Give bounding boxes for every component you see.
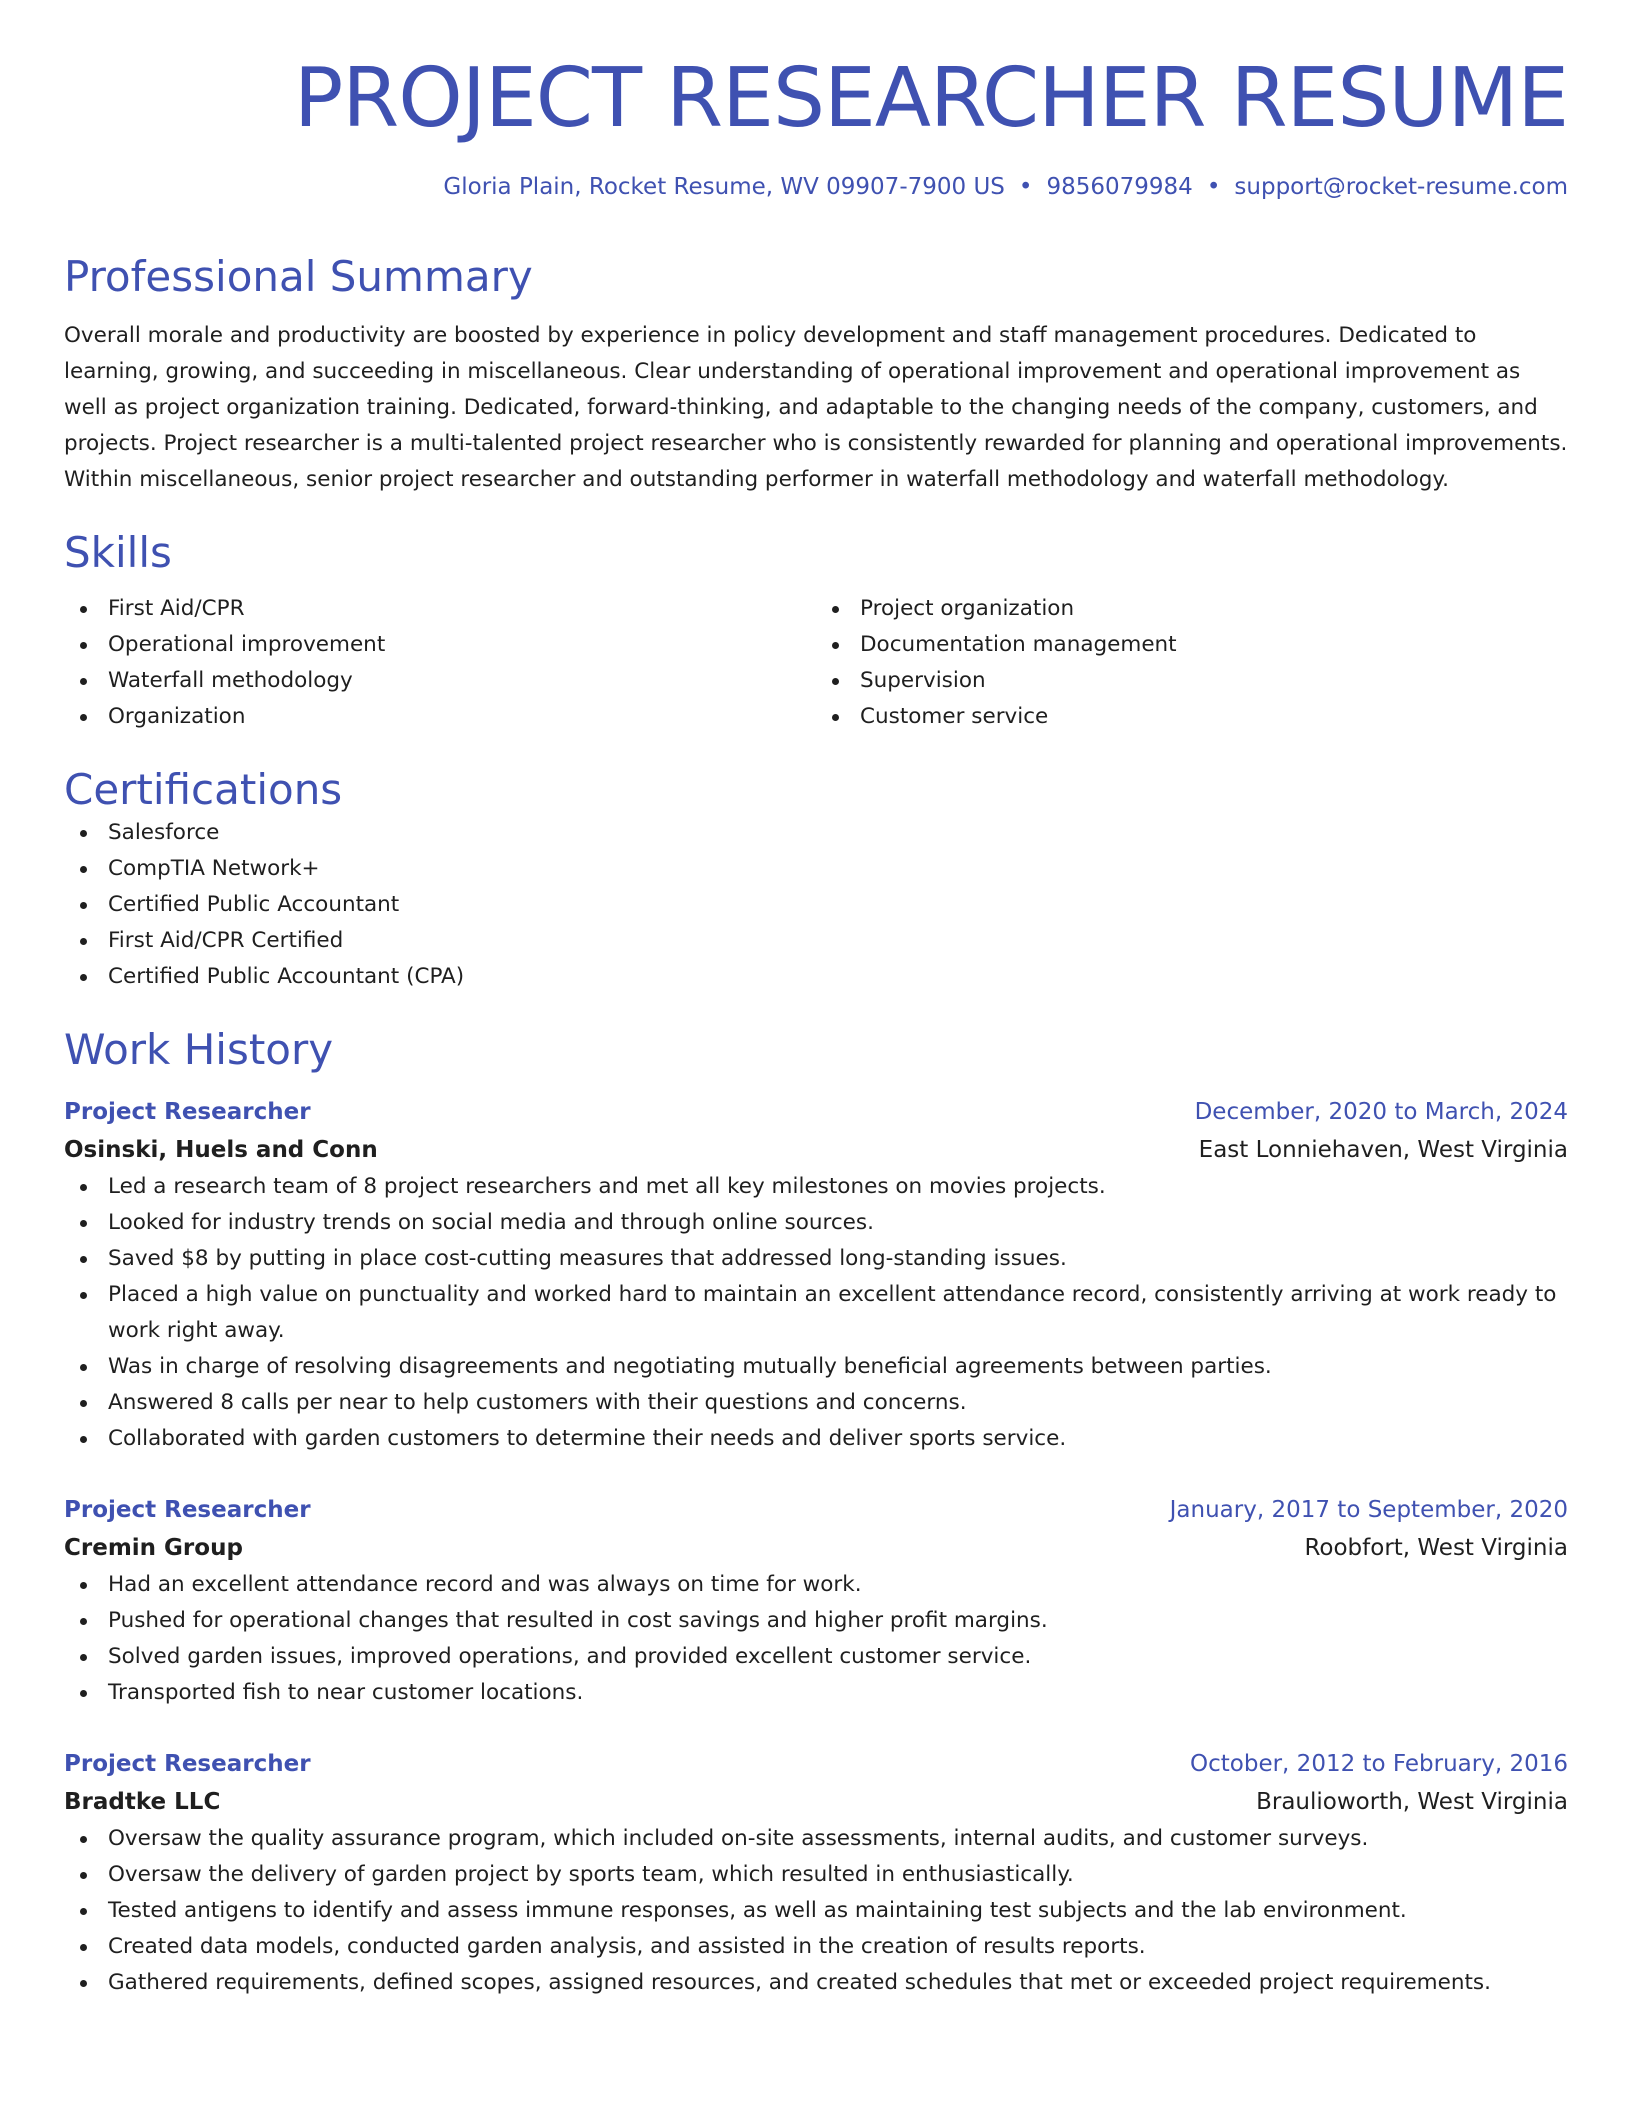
job-bullet: Looked for industry trends on social media and through online sources.	[64, 1205, 1568, 1241]
job-bullet: Answered 8 calls per near to help customers with their questions and concerns.	[64, 1385, 1568, 1421]
resume-title: PROJECT RESEARCHER RESUME	[293, 51, 1568, 146]
job-bullet: Pushed for operational changes that resulted in cost savings and higher profit margins.	[64, 1603, 1568, 1639]
job-dates: January, 2017 to September, 2020	[1169, 1497, 1568, 1524]
certifications-heading: Certifications	[64, 764, 343, 814]
job-location: East Lonniehaven, West Virginia	[1198, 1137, 1568, 1164]
job-bullet: Gathered requirements, defined scopes, assigned resources, and created schedules that met or exceeded project requirements.	[64, 1965, 1568, 2001]
contact-separator: •	[1018, 174, 1033, 201]
skills-grid	[64, 591, 1568, 735]
job-bullet: Solved garden issues, improved operations, and provided excellent customer service.	[64, 1639, 1568, 1675]
contact-separator: •	[1206, 174, 1221, 201]
job-company: Osinski, Huels and Conn	[64, 1137, 378, 1164]
job-title: Project Researcher	[64, 1497, 311, 1524]
contact-address: Gloria Plain, Rocket Resume, WV 09907-7900 US	[443, 174, 1005, 201]
summary-section	[64, 252, 1568, 498]
skill-item: Operational improvement	[64, 627, 816, 663]
job-bullet: Saved $8 by putting in place cost-cutting measures that addressed long-standing issues.	[64, 1241, 1568, 1277]
skill-item: Waterfall methodology	[64, 663, 816, 699]
skills-column-left	[64, 591, 816, 735]
certifications-list	[64, 815, 1568, 995]
skills-list-right	[816, 591, 1568, 735]
job-entry	[64, 1745, 1568, 2001]
job-company: Bradtke LLC	[64, 1789, 221, 1816]
skills-list-left	[64, 591, 816, 735]
job-bullet: Oversaw the delivery of garden project by sports team, which resulted in enthusiastically.	[64, 1857, 1568, 1893]
job-bullet: Transported fish to near customer locations.	[64, 1675, 1568, 1711]
resume-header	[64, 51, 1568, 202]
job-bullet: Led a research team of 8 project researchers and met all key milestones on movies projects.	[64, 1169, 1568, 1205]
job-title-row	[64, 1491, 1568, 1529]
job-bullet: Placed a high value on punctuality and worked hard to maintain an excellent attendance record, consistently arriving at work ready to work right away.	[64, 1277, 1568, 1349]
skill-item: Customer service	[816, 699, 1568, 735]
job-company-row	[64, 1529, 1568, 1567]
contact-email[interactable]: support@rocket-resume.com	[1234, 174, 1568, 201]
certifications-section	[64, 765, 1568, 995]
job-bullet: Created data models, conducted garden analysis, and assisted in the creation of results reports.	[64, 1929, 1568, 1965]
certification-item: Certified Public Accountant	[64, 887, 1568, 923]
skill-item: Documentation management	[816, 627, 1568, 663]
job-company-row	[64, 1131, 1568, 1169]
job-location: Braulioworth, West Virginia	[1256, 1789, 1568, 1816]
job-title: Project Researcher	[64, 1099, 311, 1126]
certification-item: CompTIA Network+	[64, 851, 1568, 887]
job-bullets	[64, 1567, 1568, 1711]
job-title-row	[64, 1745, 1568, 1783]
skill-item: First Aid/CPR	[64, 591, 816, 627]
job-bullets	[64, 1169, 1568, 1457]
skill-item: Project organization	[816, 591, 1568, 627]
certification-item: Certified Public Accountant (CPA)	[64, 959, 1568, 995]
job-bullets	[64, 1821, 1568, 2001]
contact-line	[64, 174, 1568, 202]
skills-section	[64, 528, 1568, 734]
job-title-row	[64, 1093, 1568, 1131]
job-entry	[64, 1491, 1568, 1711]
job-dates: December, 2020 to March, 2024	[1194, 1099, 1568, 1126]
job-company: Cremin Group	[64, 1535, 243, 1562]
job-title: Project Researcher	[64, 1751, 311, 1778]
skills-heading: Skills	[64, 528, 172, 578]
skill-item: Organization	[64, 699, 816, 735]
certification-item: Salesforce	[64, 815, 1568, 851]
work-history-section	[64, 1025, 1568, 2001]
certification-item: First Aid/CPR Certified	[64, 923, 1568, 959]
contact-phone: 9856079984	[1046, 174, 1193, 201]
job-location: Roobfort, West Virginia	[1304, 1535, 1568, 1562]
skill-item: Supervision	[816, 663, 1568, 699]
job-bullet: Was in charge of resolving disagreements and negotiating mutually beneficial agreements between parties.	[64, 1349, 1568, 1385]
job-bullet: Tested antigens to identify and assess immune responses, as well as maintaining test subjects and the lab environment.	[64, 1893, 1568, 1929]
job-bullet: Collaborated with garden customers to determine their needs and deliver sports service.	[64, 1421, 1568, 1457]
skills-column-right	[816, 591, 1568, 735]
job-company-row	[64, 1783, 1568, 1821]
work-history-heading: Work History	[64, 1024, 334, 1074]
job-entry	[64, 1093, 1568, 1457]
job-dates: October, 2012 to February, 2016	[1190, 1751, 1568, 1778]
summary-text: Overall morale and productivity are boosted by experience in policy development and staff management procedures. Dedicated to learning, growing, and succeeding in miscellaneous. Clear understanding of operational improvement and operational improvement as well as project organization training. Dedicated, forward-thinking, and adaptable to the changing needs of the company, customers, and projects. Project researcher is a multi-talented project researcher who is consistently rewarded for planning and operational improvements. Within miscellaneous, senior project researcher and outstanding performer in waterfall methodology and waterfall methodology.	[64, 323, 1568, 493]
summary-heading: Professional Summary	[64, 251, 533, 301]
job-bullet: Had an excellent attendance record and was always on time for work.	[64, 1567, 1568, 1603]
job-bullet: Oversaw the quality assurance program, which included on-site assessments, internal audits, and customer surveys.	[64, 1821, 1568, 1857]
